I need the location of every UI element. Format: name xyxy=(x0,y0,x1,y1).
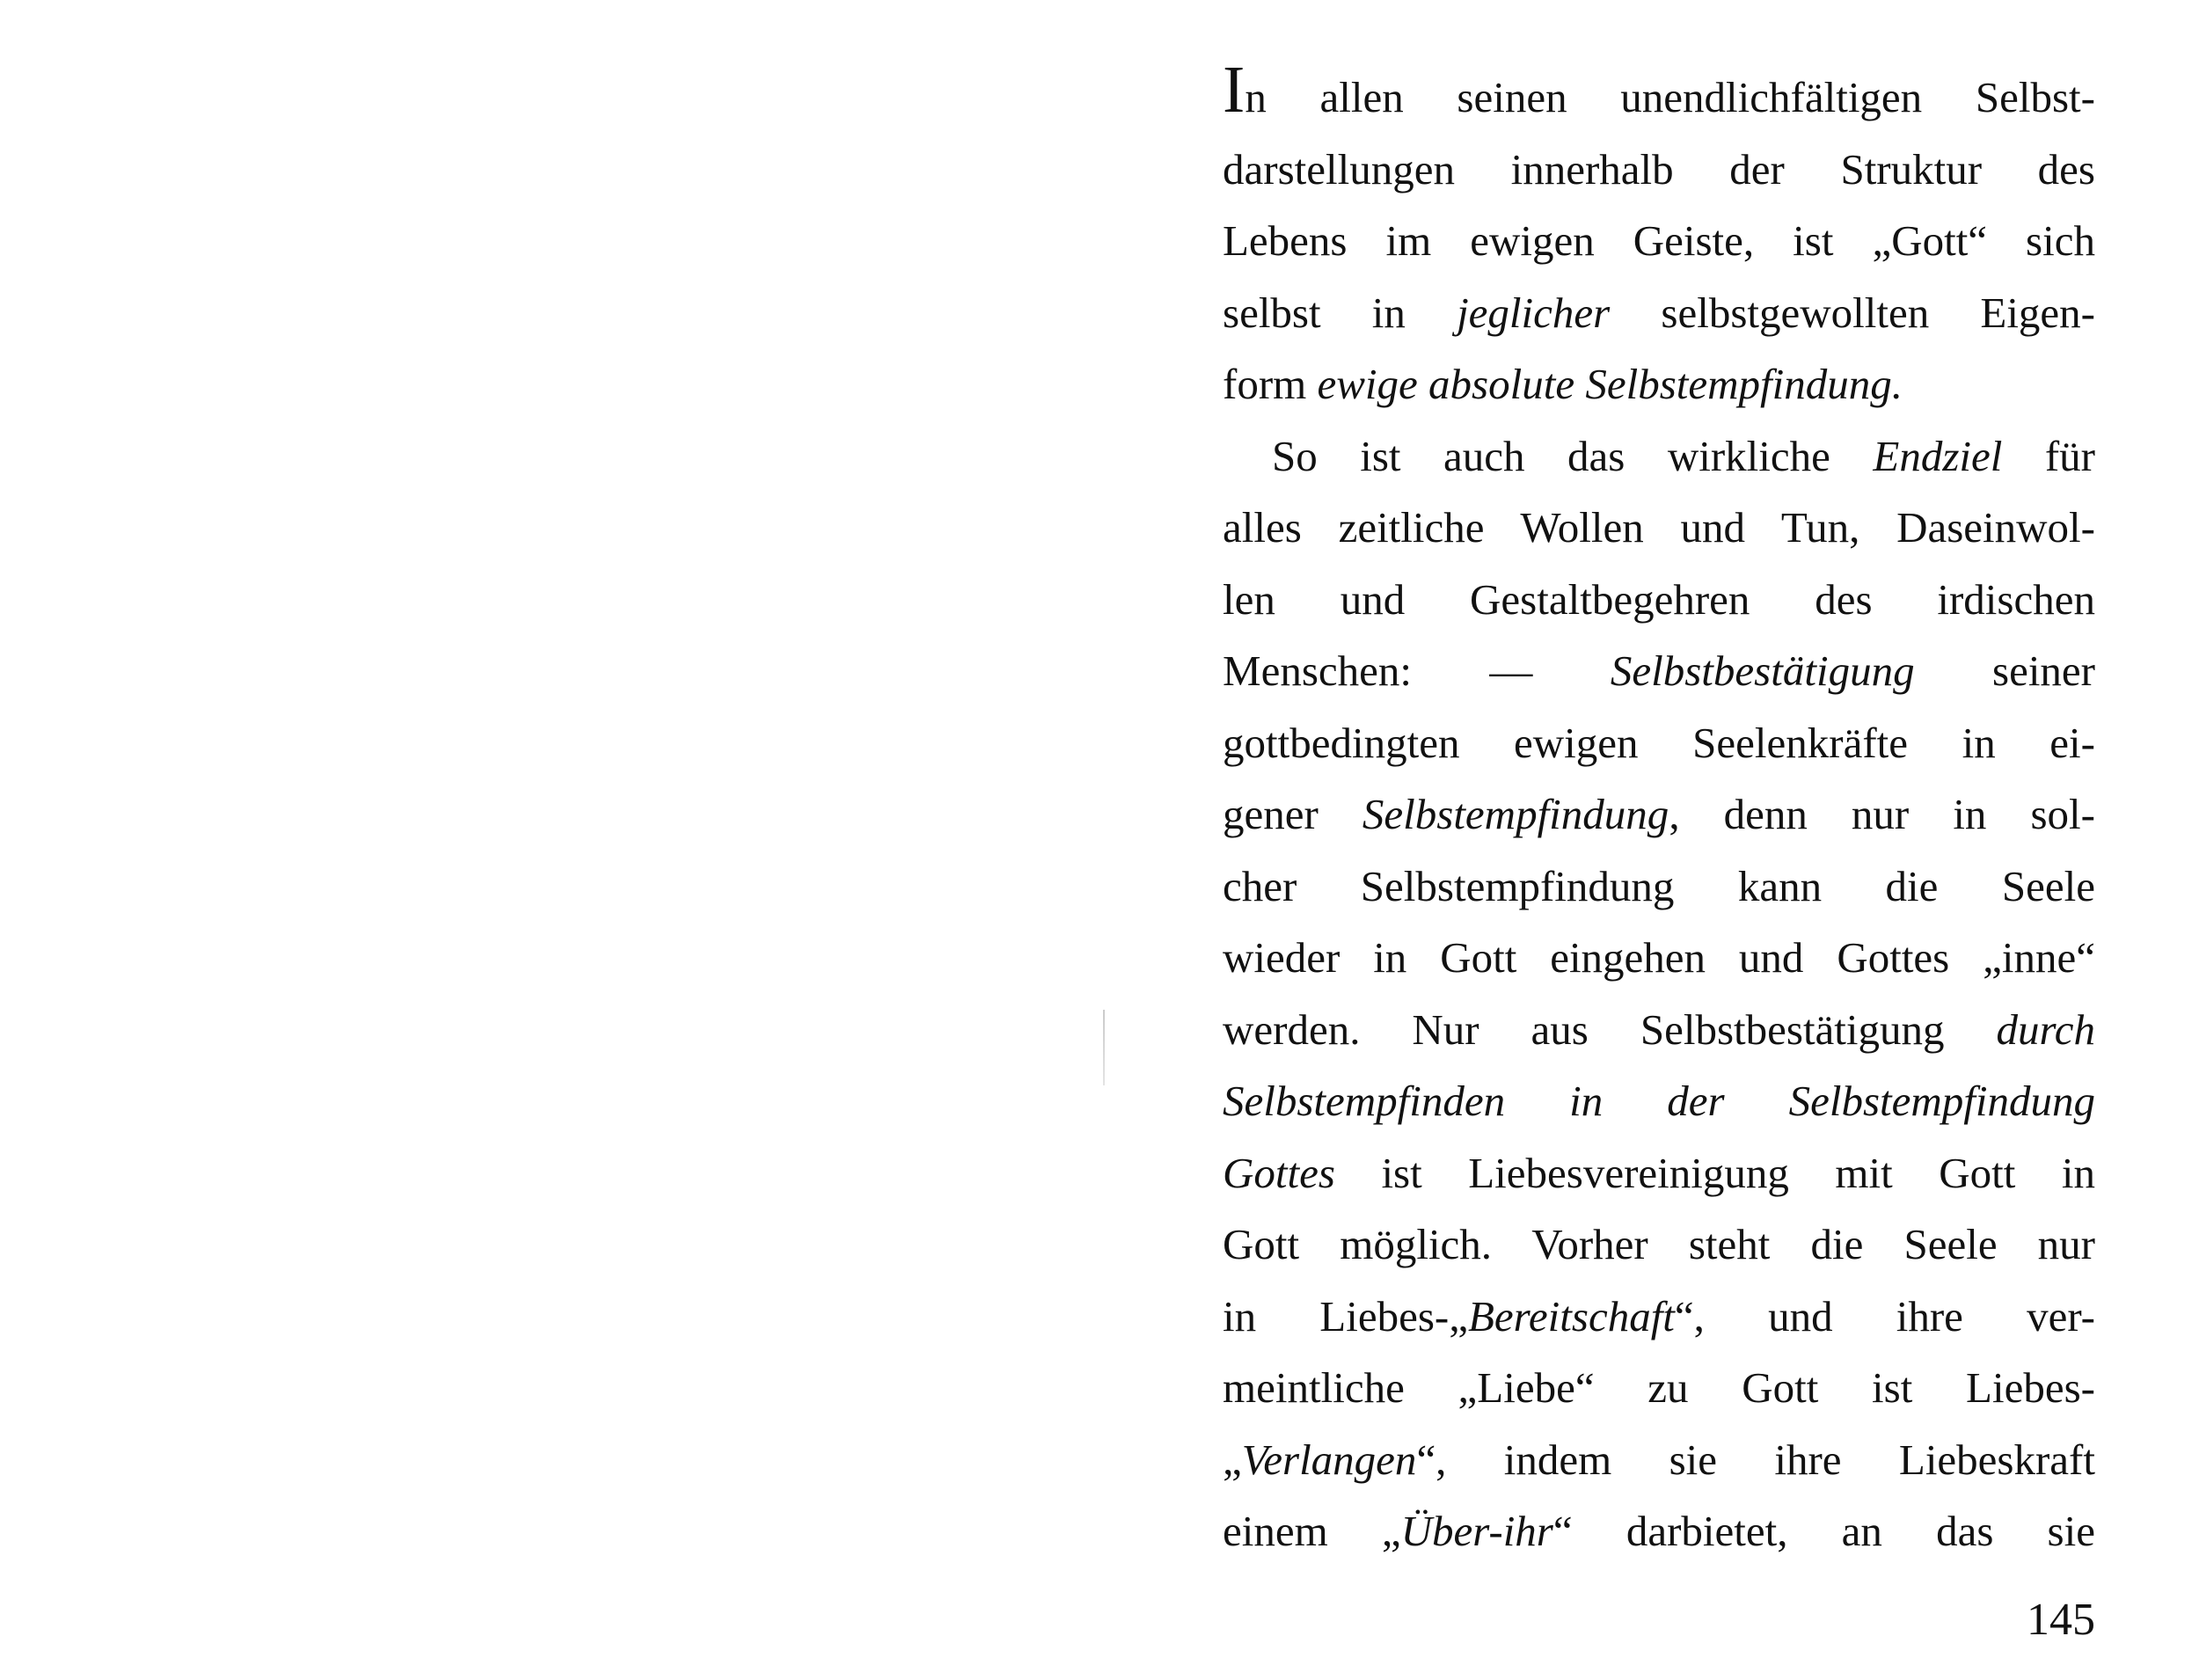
text-line xyxy=(1223,348,2095,420)
text-line xyxy=(1223,1209,2095,1281)
text-line xyxy=(1223,1352,2095,1424)
italic-text: Endziel xyxy=(1873,431,2003,480)
text-segment: einem „ xyxy=(1223,1507,1401,1555)
text-segment: wieder in Gott eingehen und Gottes „inne“ xyxy=(1223,933,2095,982)
text-line xyxy=(1223,1495,2095,1567)
italic-text: Selbstbestätigung xyxy=(1610,646,1915,695)
italic-text: jeglicher xyxy=(1457,288,1611,337)
text-segment: Menschen: — xyxy=(1223,646,1611,695)
text-segment: form xyxy=(1223,360,1318,408)
text-line xyxy=(1223,778,2095,851)
text-line xyxy=(1223,492,2095,564)
italic-text: Verlangen xyxy=(1241,1435,1417,1484)
italic-text: ewige absolute Selbstempfindung. xyxy=(1317,360,1903,408)
text-line xyxy=(1223,707,2095,779)
italic-text: durch xyxy=(1996,1004,2095,1054)
text-segment: “ darbietet, an das sie xyxy=(1552,1507,2095,1555)
text-line xyxy=(1223,1065,2095,1137)
text-segment: werden. Nur aus Selbstbestätigung xyxy=(1223,1004,1997,1054)
text-segment: ist Liebesvereinigung mit Gott in xyxy=(1334,1148,2095,1197)
text-segment: selbstgewollten Eigen- xyxy=(1610,288,2095,337)
italic-text: Gottes xyxy=(1223,1148,1335,1197)
italic-text: Selbstempfinden in der Selbstempfindung xyxy=(1223,1077,2095,1125)
text-line xyxy=(1223,205,2095,277)
text-segment: , denn nur in sol- xyxy=(1669,790,2095,838)
text-segment: len und Gestaltbegehren des irdischen xyxy=(1223,574,2095,624)
text-line xyxy=(1223,922,2095,994)
text-segment: “, und ihre ver- xyxy=(1674,1291,2095,1340)
text-line xyxy=(1223,851,2095,923)
text-line xyxy=(1223,134,2095,206)
text-line xyxy=(1223,277,2095,349)
text-line xyxy=(1223,420,2095,493)
text-line xyxy=(1223,1424,2095,1496)
text-segment: “, indem sie ihre Liebeskraft xyxy=(1416,1435,2095,1484)
text-segment: seiner xyxy=(1914,646,2095,695)
text-segment: alles zeitliche Wollen und Tun, Daseinwol- xyxy=(1223,503,2095,551)
text-segment: gener xyxy=(1223,790,1363,838)
gutter-mark xyxy=(1103,1010,1105,1085)
text-segment: gottbedingten ewigen Seelenkräfte in ei- xyxy=(1223,718,2095,767)
text-segment: Gott möglich. Vorher steht die Seele nur xyxy=(1223,1220,2095,1268)
drop-initial: I xyxy=(1223,62,1246,127)
text-line xyxy=(1223,994,2095,1066)
text-segment: Lebens im ewigen Geiste, ist „Gott“ sich xyxy=(1223,216,2095,265)
text-segment: für xyxy=(2002,431,2095,480)
body-text xyxy=(1223,62,2095,1567)
text-segment: So ist auch das wirkliche xyxy=(1272,431,1874,480)
text-segment: n allen seinen unendlichfältigen Selbst- xyxy=(1245,73,2095,121)
text-segment: darstellungen innerhalb der Struktur des xyxy=(1223,144,2095,194)
text-line xyxy=(1223,564,2095,636)
text-segment: cher Selbstempfindung kann die Seele xyxy=(1223,861,2095,910)
text-line xyxy=(1223,1137,2095,1209)
text-segment: in Liebes-„ xyxy=(1223,1291,1468,1340)
right-page xyxy=(1223,62,2095,1567)
text-line xyxy=(1223,62,2095,134)
text-line xyxy=(1223,635,2095,707)
text-segment: selbst in xyxy=(1223,288,1457,337)
text-line xyxy=(1223,1281,2095,1353)
text-segment: „ xyxy=(1223,1435,1242,1484)
italic-text: Bereitschaft xyxy=(1467,1291,1675,1340)
italic-text: Über-ihr xyxy=(1400,1507,1553,1555)
italic-text: Selbstempfindung xyxy=(1362,790,1669,838)
text-segment: meintliche „Liebe“ zu Gott ist Liebes- xyxy=(1223,1363,2095,1412)
page-number: 145 xyxy=(2027,1595,2095,1645)
